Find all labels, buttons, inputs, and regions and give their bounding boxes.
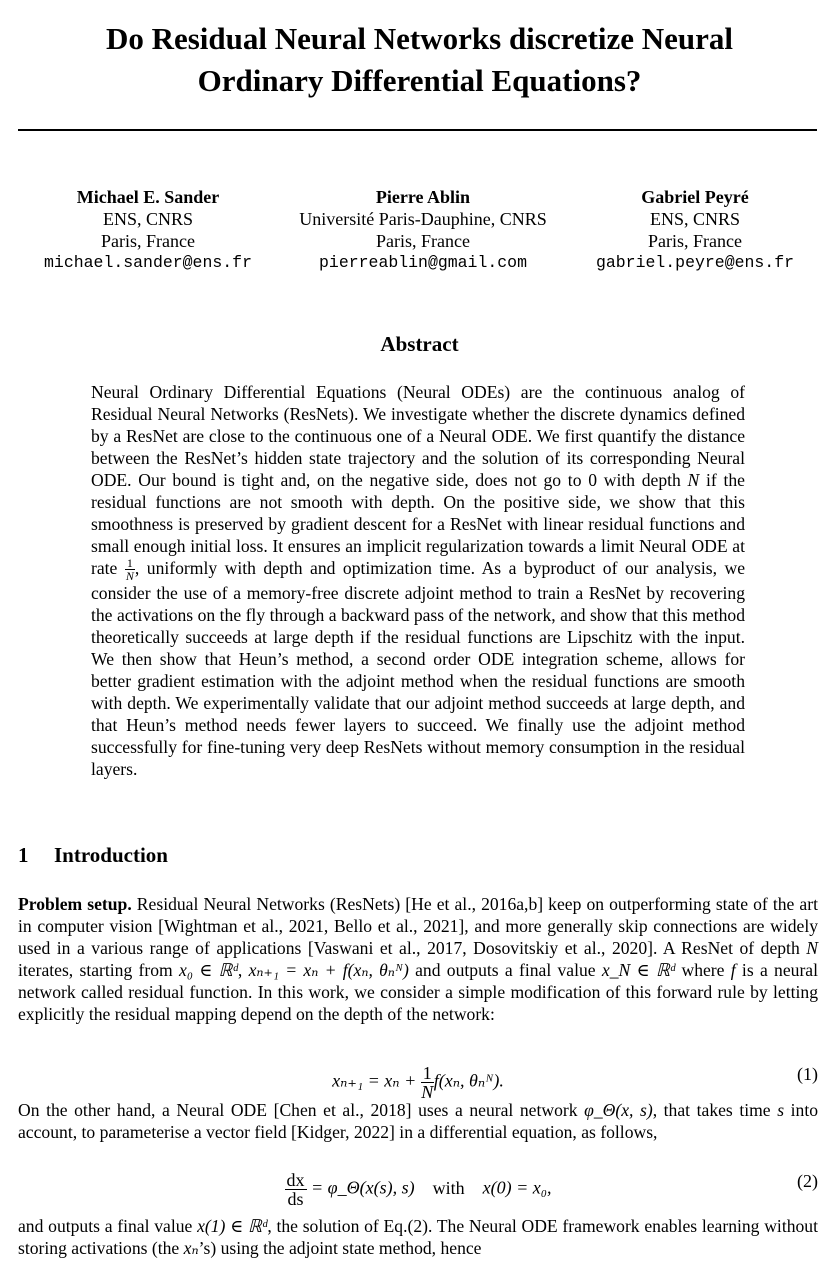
abstract-text xyxy=(91,381,745,780)
text-run: , xyxy=(237,960,249,980)
abstract-part-3: , uniformly with depth and optimization time. As a byproduct of our analysis, we consider the use of a memory-free discrete adjoint method to train a ResNet by recovering the activations on the fly through a backward pass of the network, and show that this method theoretically succeeds at large depth if the residual functions are Lipschitz with the input. We then show that Heun’s method, a second order ODE integration scheme, allows for better gradient estimation with the adjoint method when the residual functions are smooth with depth. We experimentally validate that our adjoint method succeeds at large depth, and that Heun’s method needs fewer layers to succeed. We finally use the adjoint method successfully for fine-tuning very deep ResNets without memory consumption in the residual layers. xyxy=(91,558,745,780)
section-title: Introduction xyxy=(54,843,168,867)
math-inline: f xyxy=(730,960,736,980)
math-inline: xₙ₊₁ = xₙ + f(xₙ, θₙᴺ) xyxy=(248,960,409,980)
author-affiliation: ENS, CNRS xyxy=(102,209,194,229)
fraction-numerator: 1 xyxy=(422,1063,432,1083)
fraction-denominator: ds xyxy=(287,1189,304,1209)
text-run: ’s) using the adjoint state method, hence xyxy=(198,1238,482,1258)
author-location: Paris, France xyxy=(648,231,742,251)
fraction-denominator: N xyxy=(421,1082,434,1102)
rate-fraction xyxy=(125,557,135,582)
equation-rhs: = φ_Θ(x(s), s) xyxy=(306,1177,415,1198)
equation-condition: x(0) = x₀, xyxy=(482,1177,552,1198)
fraction-numerator: dx xyxy=(286,1170,305,1190)
author-affiliation: Université Paris-Dauphine, CNRS xyxy=(299,209,547,229)
intro-paragraph-1 xyxy=(18,893,818,1025)
equation-fraction xyxy=(421,1064,434,1101)
paragraph-lead: Problem setup. xyxy=(18,894,132,914)
equation-lhs: xₙ₊₁ = xₙ + xyxy=(332,1070,421,1091)
equation-fraction xyxy=(285,1171,307,1208)
title-line-1: Do Residual Neural Networks discretize Neural xyxy=(105,21,734,56)
author-name: Pierre Ablin xyxy=(375,187,471,207)
fraction-numerator: 1 xyxy=(126,556,133,571)
author-name: Michael E. Sander xyxy=(76,187,220,207)
author-block-1 xyxy=(30,186,266,274)
math-inline: N xyxy=(806,938,818,958)
author-block-2 xyxy=(272,186,574,274)
author-name: Gabriel Peyré xyxy=(641,187,749,207)
equation-rhs: f(xₙ, θₙᴺ). xyxy=(433,1070,504,1091)
equation-connector: with xyxy=(432,1177,465,1198)
intro-paragraph-2 xyxy=(18,1099,818,1143)
author-email: gabriel.peyre@ens.fr xyxy=(595,253,795,272)
equation-2 xyxy=(18,1161,818,1209)
author-email: michael.sander@ens.fr xyxy=(44,253,252,272)
intro-paragraph-3 xyxy=(18,1215,818,1259)
abstract-part-1: Neural Ordinary Differential Equations (Neural ODEs) are the continuous analog of Residual Neural Networks (ResNets). We investigate whether the discrete dynamics defined by a ResNet are close to the continuous one of a Neural ODE. We first quantify the distance between the ResNet’s hidden state trajectory and the solution of its corresponding Neural ODE. Our bound is tight and, on the negative side, does not go to 0 with depth xyxy=(91,382,745,490)
fraction-denominator: N xyxy=(125,569,134,584)
abstract-var-n: N xyxy=(687,470,700,490)
text-run: is a neural network called residual function. In this work, we consider a simple modification of this forward rule by letting explicitly the residual mapping depend on the depth of the network: xyxy=(18,960,819,1024)
text-run: iterates, starting from xyxy=(18,960,180,980)
paper-title xyxy=(0,18,839,102)
math-inline: x(1) ∈ ℝᵈ xyxy=(197,1216,268,1236)
author-block-3 xyxy=(584,186,806,274)
abstract-heading: Abstract xyxy=(380,332,459,356)
text-run: , the solution of Eq.(2). The Neural ODE framework enables learning without storing activations (the xyxy=(18,1216,818,1258)
math-inline: x_N ∈ ℝᵈ xyxy=(601,960,676,980)
author-location: Paris, France xyxy=(101,231,195,251)
author-email: pierreablin@gmail.com xyxy=(319,253,527,272)
text-run: where xyxy=(675,960,731,980)
text-run: , that takes time xyxy=(652,1100,778,1120)
title-line-2: Ordinary Differential Equations? xyxy=(197,63,642,98)
math-inline: x₀ ∈ ℝᵈ xyxy=(179,960,238,980)
text-run: into account, to parameterise a vector field [Kidger, 2022] in a differential equation, as follows, xyxy=(18,1100,819,1142)
math-inline: s xyxy=(777,1100,785,1120)
math-inline: xₙ xyxy=(183,1238,199,1258)
text-run: On the other hand, a Neural ODE [Chen et al., 2018] uses a neural network xyxy=(18,1100,585,1120)
author-location: Paris, France xyxy=(376,231,470,251)
author-affiliation: ENS, CNRS xyxy=(649,209,741,229)
equation-1 xyxy=(18,1054,818,1102)
title-rule xyxy=(18,129,817,131)
text-run: and outputs a final value xyxy=(18,1216,198,1236)
equation-label: (1) xyxy=(797,1064,818,1084)
abstract-part-2: if the residual functions are not smooth with depth. On the positive side, we show that this smoothness is preserved by gradient descent for a ResNet with linear residual functions and small enough initial loss. It ensures an implicit regularization towards a limit Neural ODE at rate xyxy=(91,470,745,578)
equation-body xyxy=(18,1064,818,1101)
text-run: and outputs a final value xyxy=(408,960,602,980)
text-run: Residual Neural Networks (ResNets) [He et al., 2016a,b] keep on outperforming state of the art in computer vision [Wightman et al., 2021, Bello et al., 2021], and more generally skip connections are widely used in a various range of applications [Vaswani et al., 2017, Dosovitskiy et al., 2020]. A ResNet of depth xyxy=(18,894,818,958)
section-number: 1 xyxy=(18,843,29,867)
section-heading xyxy=(18,843,168,868)
math-inline: φ_Θ(x, s) xyxy=(584,1100,653,1120)
equation-label: (2) xyxy=(797,1171,818,1191)
equation-body xyxy=(18,1171,818,1208)
